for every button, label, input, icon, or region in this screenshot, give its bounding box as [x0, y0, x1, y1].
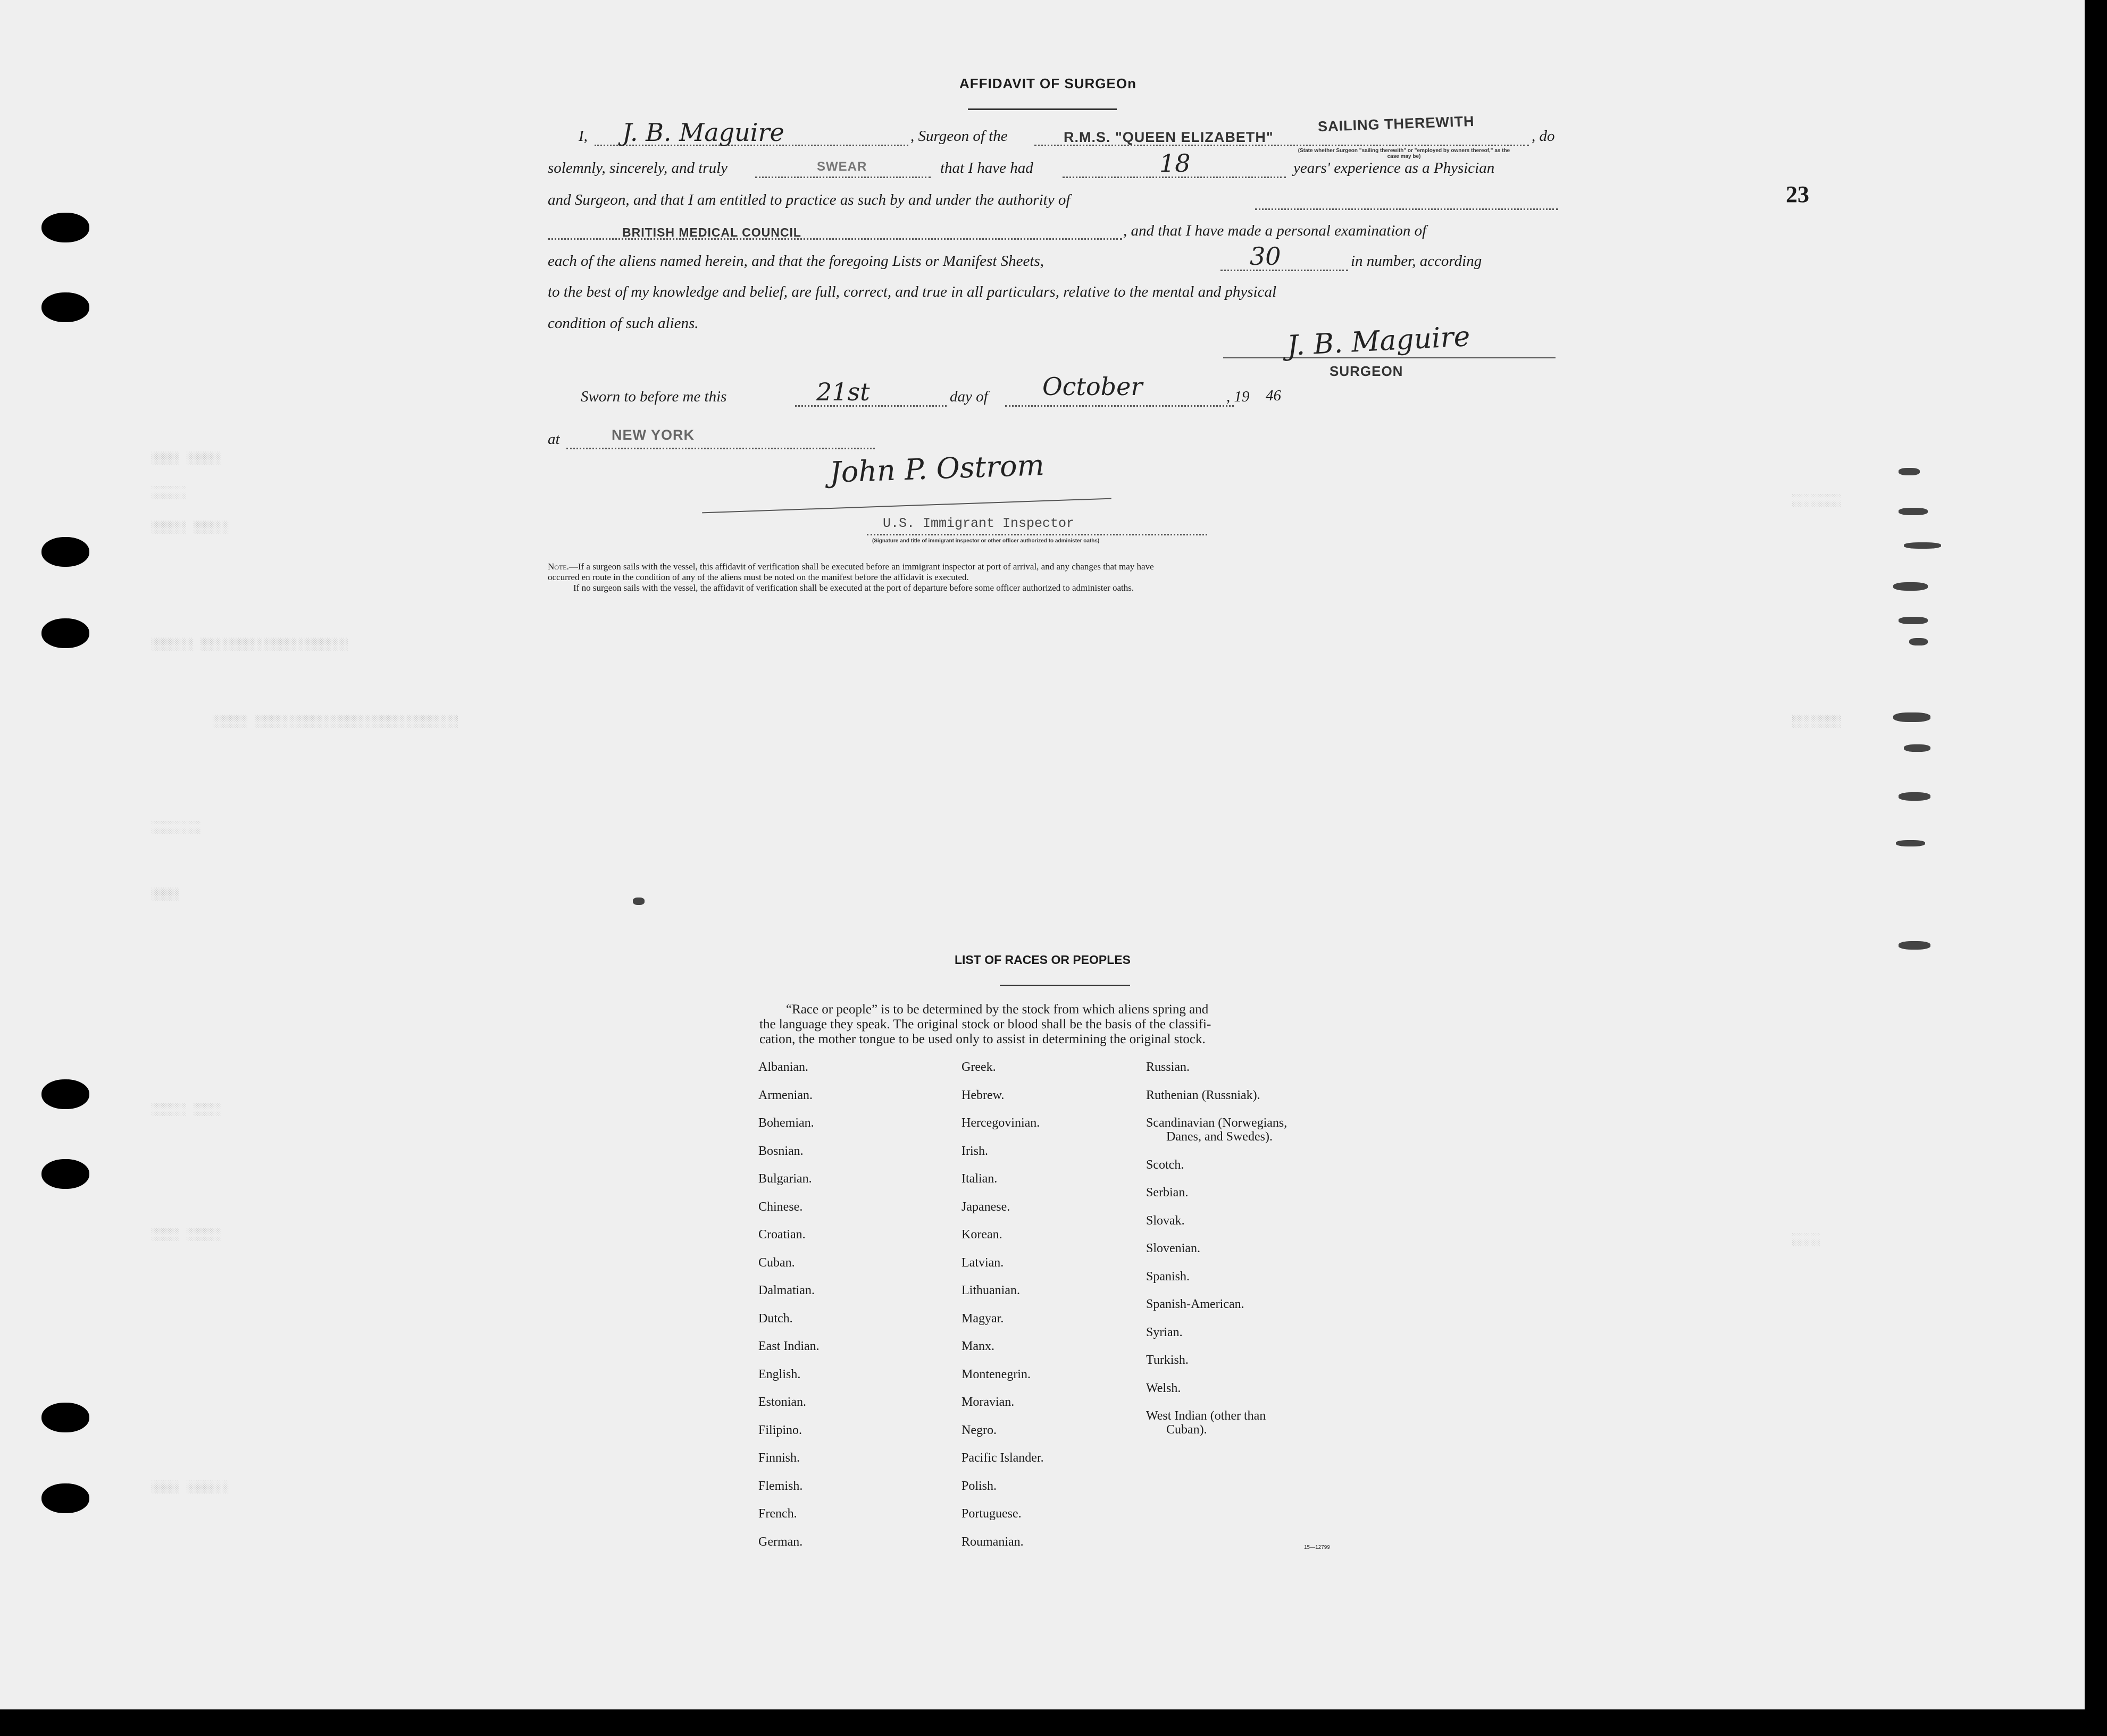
race-item: Slovenian.: [1146, 1242, 1200, 1255]
authority-blank-1: [1255, 208, 1558, 210]
sheets-value: 30: [1250, 242, 1281, 271]
ship-name: R.M.S. "QUEEN ELIZABETH": [1064, 129, 1274, 145]
race-item: Chinese.: [758, 1200, 803, 1214]
surgeon-name: J. B. Maguire: [622, 118, 784, 147]
race-item: Serbian.: [1146, 1186, 1189, 1200]
race-item: Ruthenian (Russniak).: [1146, 1088, 1260, 1102]
race-item: Manx.: [961, 1339, 994, 1353]
race-item: English.: [758, 1367, 801, 1381]
race-item: Spanish.: [1146, 1269, 1190, 1284]
race-item: Magyar.: [961, 1311, 1004, 1326]
race-item: Hercegovinian.: [961, 1116, 1040, 1130]
surgeon-signature-line: [1223, 357, 1556, 358]
place-blank: [566, 448, 875, 449]
sworn-year: 46: [1266, 387, 1281, 404]
manifest-page: ░░░░ ░░░░░ ░░░░░ ░░░░░ ░░░░░ ░░░░░░ ░░░░░░░░░░░░░░░░░░░░░ ░░░░░ ░░░░░░░░░░░░░░░░░░░░░░░░░░░░░ ░░░░░░░ ░░░░ ░░░░░ ░░░░ ░░░░ ░░░░░ ░░░░ ░░░░░░ ░░░░░░░ ░░░░░░░ ░░░░ 23 AFFIDAVIT OF SURGEOn I, J. B. Maguire , Surgeon of the R.M.S. "QUEEN ELIZABETH" SAILING THEREWITH , do (State whether Surgeon "sailing therewith" or "employed by owners thereof," as the case may be) solemnly, sincerely, and truly SWEAR that I have had 18 years' experience as a Physician and Surgeon, and that I am entitled to practice as such by and under the authority of BRITISH MEDICAL COUNCIL , and that I have made a personal examination of each of the aliens named herein, and that the foregoing Lists or Manifest Sheets, 30 in number, according to the best of my knowledge and belief, are full, correct, and true in all particulars, relative to the mental and physical condition of such aliens. J. B. Maguire SURGEON Sworn to before me this 21st day of October , 19 46 at NEW YORK John P. Ostrom U.S. Immigrant Inspector (Signature and title of immigrant inspector or other officer authorized to administer oaths) Note.—If a surgeon sails with the vessel, this affidavit of verification shall be executed before an immigrant inspector at port of arrival, and any changes that may have occurred en route in the condition of any of the aliens must be noted on the manifest before the affidavit is executed. If no surgeon sails with the vessel, the affidavit of verification shall be executed at the port of departure before some officer authorized to administer oaths. LIST OF RACES OR PEOPLES “Race or people” is to be determined by the stock from which aliens spring and the language they speak. The original stock or blood shall be the basis of the classifi- cation, the mother tongue to be used only to assist in determining the original stock. Albanian. Armenian. Bohemian. Bosnian. Bulgarian. Chinese. Croatian. Cuban. Dalmatian. Dutch. East Indian. English. Estonian. Filipino. Finnish. Flemish. French. German. Greek. Hebrew. Hercegovinian. Irish. Italian. Japanese. Korean. Latvian. Lithuanian. Magyar. Manx. Montenegrin. Moravian. Negro. Pacific Islander. Polish. Portuguese. Roumanian. Russian. Ruthenian (Russniak). Scandinavian (Norwegians, Danes, and Swedes). Scotch. Serbian. Slovak. Slovenian. Spanish. Spanish-American. Syrian. Turkish. Welsh. West Indian (other than Cuban). 15—12799: [0, 0, 2085, 1709]
word-i: I,: [579, 128, 588, 145]
note-line-1-text: If a surgeon sails with the vessel, this affidavit of verification shall be executed before an immigrant inspector at port of arrival, and any changes that may have: [578, 561, 1154, 572]
race-item: Portuguese.: [961, 1507, 1022, 1521]
race-item: Albanian.: [758, 1060, 808, 1074]
race-item: Greek.: [961, 1060, 996, 1074]
line5-text: each of the aliens named herein, and that the foregoing Lists or Manifest Sheets,: [548, 253, 1044, 270]
word-at: at: [548, 431, 560, 448]
line6-text: to the best of my knowledge and belief, are full, correct, and true in all particulars, relative to the mental and physical: [548, 283, 1277, 300]
race-item: Moravian.: [961, 1395, 1015, 1409]
form-code: 15—12799: [1304, 1545, 1330, 1550]
race-item: Bohemian.: [758, 1116, 814, 1130]
inspector-caption: (Signature and title of immigrant inspector or other officer authorized to administer oaths): [872, 538, 1100, 544]
note-line-1: [548, 561, 1154, 572]
race-item: Irish.: [961, 1144, 988, 1158]
inspector-flourish: [702, 498, 1111, 514]
surgeon-signature: J. B. Maguire: [1286, 321, 1471, 362]
title-rule: [968, 108, 1117, 110]
race-item: Polish.: [961, 1479, 997, 1493]
race-item: Estonian.: [758, 1395, 806, 1409]
word-sworn: Sworn to before me this: [581, 388, 727, 405]
race-item: Scandinavian (Norwegians,: [1146, 1116, 1287, 1130]
word-do: , do: [1532, 128, 1555, 145]
line4-text: , and that I have made a personal examination of: [1123, 222, 1427, 239]
races-intro-3: cation, the mother tongue to be used only to assist in determining the original stock.: [759, 1032, 1206, 1046]
race-item: Korean.: [961, 1228, 1002, 1242]
race-item: Welsh.: [1146, 1381, 1181, 1395]
race-item: Flemish.: [758, 1479, 803, 1493]
race-item: Hebrew.: [961, 1088, 1005, 1102]
years-value: 18: [1159, 149, 1191, 178]
race-item: Bulgarian.: [758, 1172, 812, 1186]
race-item: Scotch.: [1146, 1158, 1184, 1172]
race-item: Turkish.: [1146, 1353, 1189, 1367]
race-item: Dalmatian.: [758, 1284, 815, 1297]
sheets-blank: [1220, 270, 1348, 271]
race-item: Finnish.: [758, 1451, 800, 1465]
sailing-status: SAILING THEREWITH: [1317, 113, 1475, 135]
race-item: Russian.: [1146, 1060, 1190, 1074]
race-item: Cuban).: [1166, 1423, 1207, 1437]
word-year-prefix: , 19: [1226, 388, 1250, 405]
line3-text: and Surgeon, and that I am entitled to practice as such by and under the authority of: [548, 191, 1071, 208]
races-title: LIST OF RACES OR PEOPLES: [955, 953, 1131, 967]
page-number: 23: [1786, 181, 1809, 207]
race-item: Bosnian.: [758, 1144, 804, 1158]
race-item: Pacific Islander.: [961, 1451, 1044, 1465]
race-item: Filipino.: [758, 1423, 802, 1437]
races-title-rule: [1000, 985, 1130, 986]
inspector-title-line: [867, 534, 1207, 535]
sworn-month: October: [1042, 372, 1143, 401]
oath-blank: [755, 177, 931, 178]
oath-word: SWEAR: [817, 160, 867, 174]
note-lead: Note.—: [548, 561, 578, 572]
word-day-of: day of: [950, 388, 988, 405]
race-item: Montenegrin.: [961, 1367, 1031, 1381]
race-item: Italian.: [961, 1172, 998, 1186]
race-item: East Indian.: [758, 1339, 820, 1353]
word-surgeon-of: , Surgeon of the: [910, 128, 1008, 145]
races-intro-2: the language they speak. The original stock or blood shall be the basis of the classifi-: [759, 1017, 1211, 1031]
race-item: Armenian.: [758, 1088, 813, 1102]
word-that-had: that I have had: [940, 160, 1033, 177]
race-item: Croatian.: [758, 1228, 806, 1242]
race-item: German.: [758, 1534, 803, 1549]
race-item: Latvian.: [961, 1255, 1004, 1270]
inspector-title: U.S. Immigrant Inspector: [883, 516, 1075, 531]
line7-text: condition of such aliens.: [548, 315, 699, 332]
note-line-2: occurred en route in the condition of any of the aliens must be noted on the manifest before the affidavit is executed.: [548, 572, 969, 582]
note-line-3: If no surgeon sails with the vessel, the affidavit of verification shall be executed at the port of departure before some officer authorized to administer oaths.: [573, 583, 1134, 593]
race-item: Negro.: [961, 1423, 997, 1437]
race-item: Spanish-American.: [1146, 1297, 1244, 1311]
race-item: Lithuanian.: [961, 1284, 1020, 1297]
race-item: Cuban.: [758, 1255, 795, 1270]
word-solemnly: solemnly, sincerely, and truly: [548, 160, 728, 177]
race-item: Japanese.: [961, 1200, 1010, 1214]
word-years: years' experience as a Physician: [1293, 160, 1495, 177]
inspector-signature: John P. Ostrom: [829, 448, 1045, 490]
race-item: Roumanian.: [961, 1534, 1024, 1549]
surgeon-label: SURGEON: [1330, 363, 1403, 379]
sworn-place: NEW YORK: [612, 427, 695, 443]
authority-value: BRITISH MEDICAL COUNCIL: [622, 225, 801, 239]
month-blank: [1005, 405, 1234, 407]
word-in-number: in number, according: [1351, 253, 1482, 270]
affidavit-title: AFFIDAVIT OF SURGEOn: [959, 76, 1136, 91]
sworn-day: 21st: [816, 378, 870, 406]
race-item: Syrian.: [1146, 1325, 1183, 1339]
race-item: French.: [758, 1507, 797, 1521]
race-item: Slovak.: [1146, 1213, 1185, 1228]
sailing-note: (State whether Surgeon "sailing therewith" or "employed by owners thereof," as the case may be): [1298, 148, 1510, 160]
races-intro-1: “Race or people” is to be determined by the stock from which aliens spring and: [786, 1002, 1209, 1017]
race-item: Dutch.: [758, 1311, 793, 1326]
race-item: West Indian (other than: [1146, 1409, 1266, 1423]
race-item: Danes, and Swedes).: [1166, 1130, 1273, 1144]
